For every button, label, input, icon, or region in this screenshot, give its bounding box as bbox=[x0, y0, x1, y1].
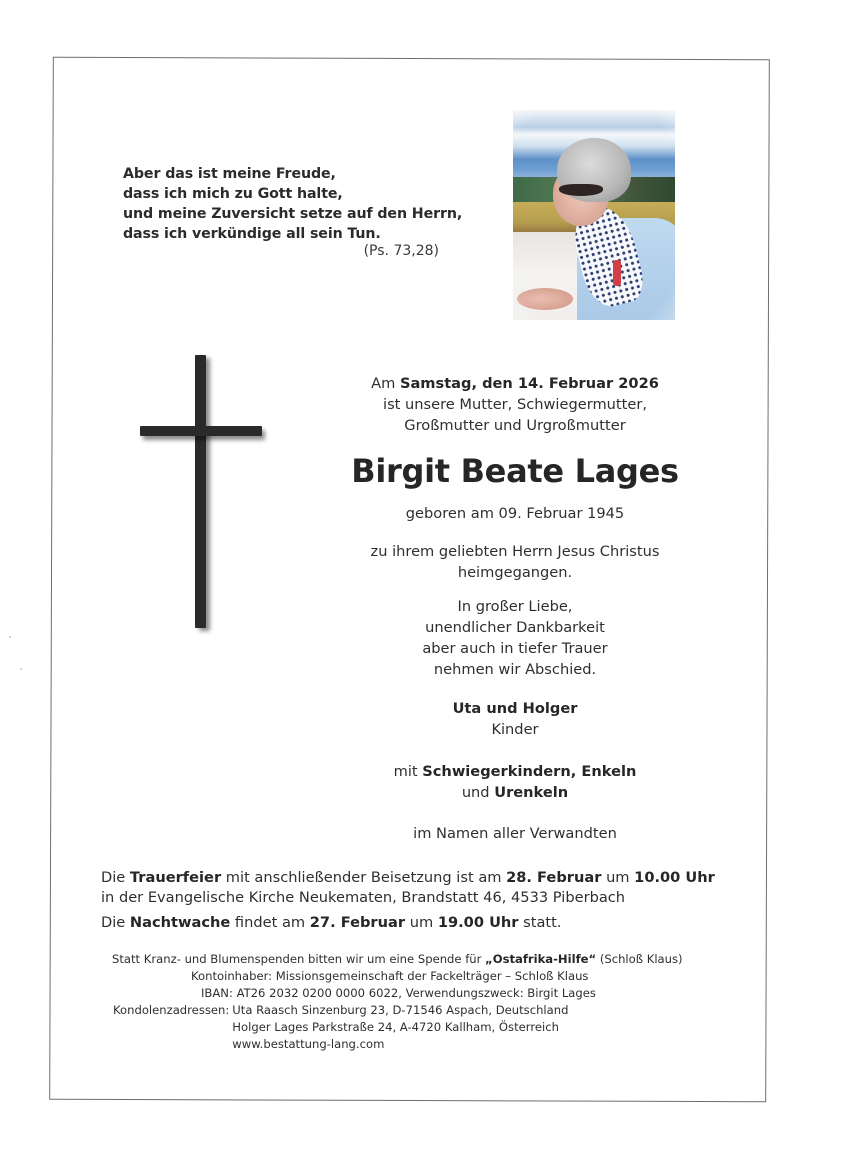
funeral-event: Trauerfeier bbox=[129, 869, 222, 886]
funeral-time: 10.00 Uhr bbox=[634, 869, 715, 886]
great-grandchildren: Urenkeln bbox=[494, 784, 569, 801]
deceased-name: Birgit Beate Lages bbox=[351, 452, 679, 490]
quote-reference: (Ps. 73,28) bbox=[363, 243, 439, 259]
quote-line: Aber das ist meine Freude, bbox=[123, 166, 336, 182]
bible-quote bbox=[123, 164, 463, 244]
passing-line: heimgegangen. bbox=[457, 564, 573, 581]
footer-info bbox=[100, 951, 720, 1053]
wake-line bbox=[101, 913, 741, 933]
condolence-addresses bbox=[113, 1002, 720, 1053]
condolence-address: Holger Lages Parkstraße 24, A-4720 Kallham, Österreich bbox=[232, 1020, 559, 1034]
cross-horizontal-beam bbox=[140, 426, 262, 436]
relatives-line bbox=[330, 761, 700, 782]
farewell-line: In großer Liebe, bbox=[457, 598, 573, 615]
children-label: Kinder bbox=[491, 721, 539, 738]
farewell-line: nehmen wir Abschied. bbox=[433, 661, 597, 678]
wake-date: 27. Februar bbox=[309, 914, 406, 931]
birth-date bbox=[330, 503, 700, 524]
text: um bbox=[409, 914, 434, 931]
funeral-date: 28. Februar bbox=[506, 869, 602, 886]
text: findet am bbox=[234, 914, 306, 931]
children bbox=[330, 698, 700, 740]
funeral-location: in der Evangelische Kirche Neukematen, Brandstatt 46, 4533 Piberbach bbox=[101, 889, 626, 906]
condolence-label: Kondolenzadressen: bbox=[113, 1003, 230, 1017]
wake-info bbox=[101, 913, 741, 933]
photo-sunglasses bbox=[559, 184, 603, 196]
donation-organization: „Ostafrika-Hilfe“ bbox=[485, 952, 597, 966]
announcement bbox=[330, 373, 700, 436]
cross-vertical-beam bbox=[195, 355, 206, 628]
funeral-home-website[interactable]: www.bestattung-lang.com bbox=[232, 1037, 385, 1051]
scan-speck bbox=[20, 668, 22, 670]
photo-hands bbox=[517, 288, 573, 310]
passing-text bbox=[330, 541, 700, 583]
relatives bbox=[330, 761, 700, 803]
funeral-service-line bbox=[101, 868, 741, 888]
relatives-names: Schwiegerkindern, Enkeln bbox=[422, 763, 637, 780]
text: Die bbox=[101, 914, 126, 931]
birth-date-text: geboren am 09. Februar 1945 bbox=[405, 505, 625, 522]
donation-text: Statt Kranz- und Blumenspenden bitten wir um eine Spende für bbox=[112, 952, 482, 966]
portrait-photo bbox=[513, 110, 675, 320]
text: statt. bbox=[523, 914, 562, 931]
donation-location: (Schloß Klaus) bbox=[599, 952, 683, 966]
passing-line: zu ihrem geliebten Herrn Jesus Christus bbox=[370, 543, 660, 560]
text: Die bbox=[101, 869, 126, 886]
scan-speck bbox=[9, 636, 11, 638]
iban: IBAN: AT26 2032 0200 0000 6022, Verwendungszweck: Birgit Lages bbox=[201, 986, 596, 1000]
text: mit anschließender Beisetzung ist am bbox=[225, 869, 502, 886]
account-holder: Kontoinhaber: Missionsgemeinschaft der Fackelträger – Schloß Klaus bbox=[191, 969, 589, 983]
condolence-address: Uta Raasch Sinzenburg 23, D-71546 Aspach, Deutschland bbox=[232, 1003, 569, 1017]
photo-shirt-print bbox=[613, 260, 621, 286]
children-names: Uta und Holger bbox=[452, 700, 578, 717]
closing-line bbox=[330, 823, 700, 844]
funeral-service-info bbox=[101, 868, 741, 908]
death-date: Samstag, den 14. Februar 2026 bbox=[399, 375, 659, 392]
quote-line: und meine Zuversicht setze auf den Herrn, bbox=[123, 206, 463, 222]
farewell-line: unendlicher Dankbarkeit bbox=[425, 619, 605, 636]
announcement-line: ist unsere Mutter, Schwiegermutter, bbox=[383, 396, 647, 413]
great-grandchildren-line bbox=[330, 782, 700, 803]
announcement-date-line bbox=[330, 373, 700, 394]
farewell-text bbox=[330, 596, 700, 680]
text: um bbox=[606, 869, 630, 886]
announcement-line: Großmutter und Urgroßmutter bbox=[404, 417, 626, 434]
farewell-line: aber auch in tiefer Trauer bbox=[422, 640, 608, 657]
and-prefix: und bbox=[461, 784, 490, 801]
wake-time: 19.00 Uhr bbox=[437, 914, 519, 931]
relatives-prefix: mit bbox=[393, 763, 418, 780]
donation-request bbox=[112, 951, 720, 968]
announcement-prefix: Am bbox=[371, 375, 396, 392]
wake-event: Nachtwache bbox=[129, 914, 231, 931]
quote-line: dass ich mich zu Gott halte, bbox=[123, 186, 343, 202]
closing-text: im Namen aller Verwandten bbox=[413, 825, 617, 842]
condolence-list bbox=[232, 1002, 568, 1053]
quote-line: dass ich verkündige all sein Tun. bbox=[123, 226, 381, 242]
